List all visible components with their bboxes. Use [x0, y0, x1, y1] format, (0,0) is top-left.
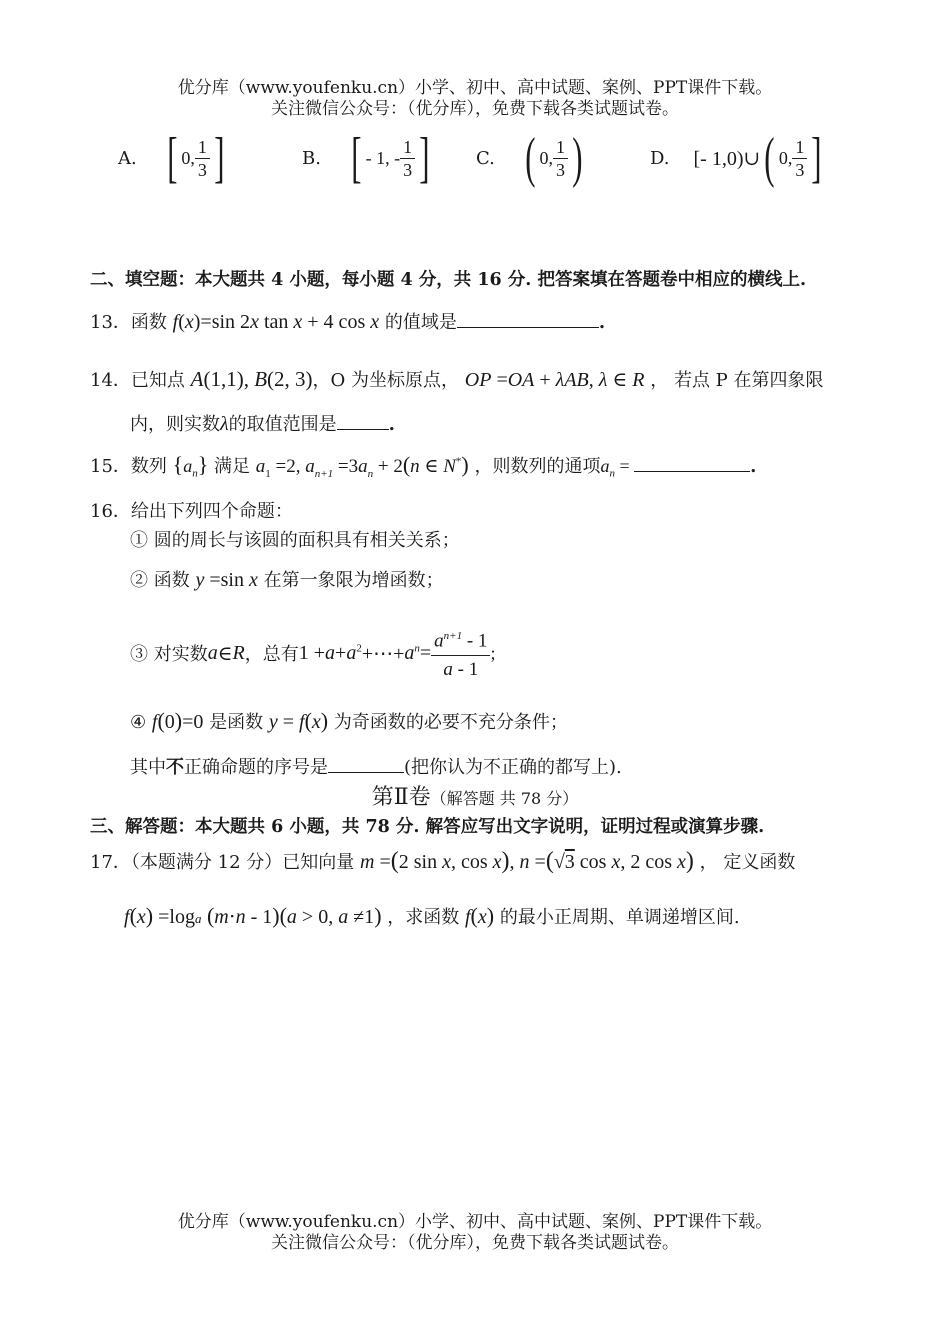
answer-blank[interactable]	[457, 309, 599, 328]
part2-title: 第Ⅱ卷（解答题 共 78 分）	[371, 785, 579, 810]
proposition-1: ① 圆的周长与该圆的面积具有相关关系；	[130, 530, 460, 551]
q12-option-c: C. ( 0, $\frac{1}{3}$ )	[476, 127, 583, 189]
page-footer-line1: 优分库（www.youfenku.cn）小学、初中、高中试题、案例、PPT课件下载。	[177, 1212, 773, 1232]
option-label: C.	[476, 147, 495, 169]
proposition-3: ③ 对实数 a ∈ R ，总有 1 + a + $a^2$ +⋯+ $a^n$ = $\frac{a^{n+1} - 1}{a - 1}$ ;	[130, 622, 495, 684]
section3-heading: 三、解答题：本大题共 6 小题，共 78 分. 解答应写出文字说明，证明过程或演算步骤.	[90, 817, 765, 837]
q12-option-a: A. [ 0, $\frac{1}{3}$ ]	[118, 127, 225, 189]
option-label: A.	[118, 147, 137, 169]
question-16: 16．给出下列四个命题：	[90, 501, 293, 522]
answer-blank[interactable]	[328, 754, 404, 773]
q12-option-b: B. [ - 1, - $\frac{1}{3}$ ]	[302, 127, 430, 189]
question-17-line2: f(x) =loga (m⋅n - 1)(a > 0, a ≠1) ，求函数 f(x) 的最小正周期、单调递增区间.	[124, 903, 740, 928]
section2-heading: 二、填空题：本大题共 4 小题，每小题 4 分，共 16 分. 把答案填在答题卷中相应的横线上.	[90, 270, 807, 290]
question-17: 17．（本题满分 12 分）已知向量 m =(2 sin x, cos x), n =(√3 cos x, 2 cos x) ， 定义函数	[90, 848, 796, 874]
answer-blank[interactable]	[634, 453, 750, 472]
question-15: 15．数列 $\{a_n\}$ 满足 $a_1 =2$, $a_{n+1} =3a_n + 2(n$ ∈ N*) ，则数列的通项$a_n$ = .	[90, 452, 757, 480]
option-label: B.	[302, 147, 321, 169]
question-16-ask: 其中不正确命题的序号是 (把你认为不正确的都写上).	[130, 753, 622, 779]
q12-option-d: D. [- 1,0)∪ ( 0, $\frac{1}{3}$ ]	[650, 127, 822, 189]
answer-blank[interactable]	[337, 411, 389, 430]
question-14-line2: 内，则实数λ的取值范围是 .	[130, 413, 395, 435]
question-14: 14．已知点 A(1,1), B(2, 3)，O 为坐标原点， OP =OA + λAB, λ ∈ R ， 若点 P 在第四象限	[90, 367, 824, 391]
option-label: D.	[650, 147, 670, 169]
proposition-2: ② 函数 y =sin x 在第一象限为增函数；	[130, 569, 444, 591]
page-header-line2: 关注微信公众号：（优分库），免费下载各类试题试卷。	[271, 99, 679, 119]
proposition-4: ④ f(0)=0 是函数 y = f(x) 为奇函数的必要不充分条件；	[130, 708, 568, 733]
question-13: 13．函数 f(x)=sin 2x tan x + 4 cos x 的值域是 .	[90, 311, 606, 333]
page-header-line1: 优分库（www.youfenku.cn）小学、初中、高中试题、案例、PPT课件下载。	[177, 78, 773, 98]
page-footer-line2: 关注微信公众号：（优分库），免费下载各类试题试卷。	[271, 1233, 679, 1253]
